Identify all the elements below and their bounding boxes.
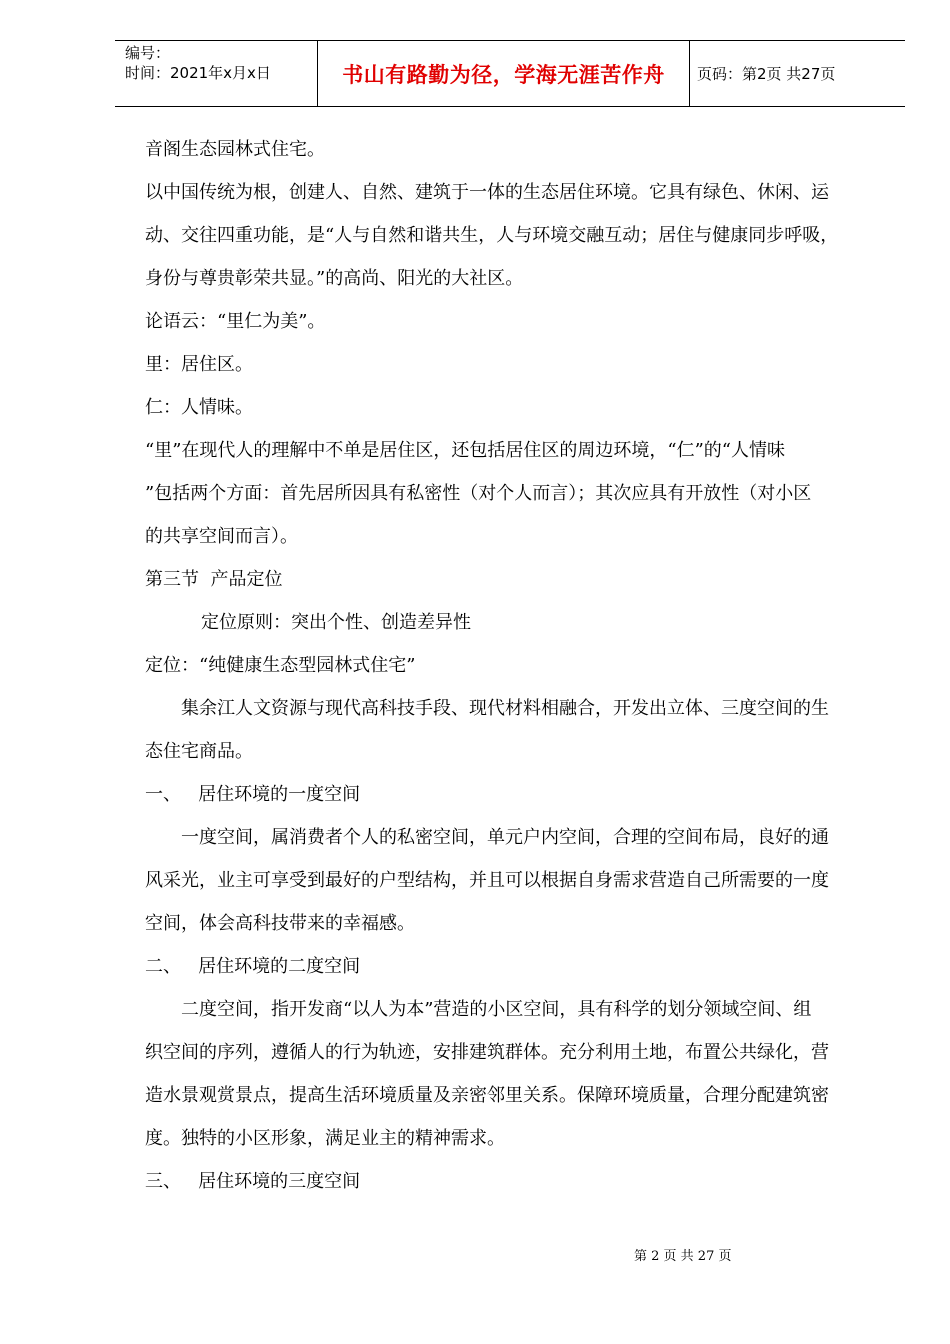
paragraph-line: 集余江人文资源与现代高科技手段、现代材料相融合，开发出立体、三度空间的生: [181, 698, 829, 719]
paragraph-line: 二度空间，指开发商“以人为本”营造的小区空间，具有科学的划分领域空间、组: [181, 999, 812, 1020]
paragraph-line: 论语云：“里仁为美”。: [145, 311, 326, 332]
paragraph-line: 造水景观赏景点，提高生活环境质量及亲密邻里关系。保障环境质量，合理分配建筑密: [145, 1085, 829, 1106]
paragraph-line: “里”在现代人的理解中不单是居住区，还包括居住区的周边环境，“仁”的“人情味: [145, 440, 786, 461]
header-page-info: 页码：第2页 共27页: [697, 65, 836, 83]
subsection-heading: 一、 居住环境的一度空间: [145, 784, 361, 805]
paragraph-line: 里：居住区。: [145, 354, 253, 375]
paragraph-line: 一度空间，属消费者个人的私密空间，单元户内空间，合理的空间布局，良好的通: [181, 827, 829, 848]
section-heading: 第三节 产品定位: [145, 569, 283, 590]
subsection-heading: 二、 居住环境的二度空间: [145, 956, 361, 977]
paragraph-line: 的共享空间而言）。: [145, 526, 298, 547]
paragraph-line: ”包括两个方面：首先居所因具有私密性（对个人而言）；其次应具有开放性（对小区: [145, 483, 812, 504]
header-motto: 书山有路勤为径，学海无涯苦作舟: [317, 41, 690, 106]
paragraph-line: 动、交往四重功能，是“人与自然和谐共生，人与环境交融互动；居住与健康同步呼吸，: [145, 225, 839, 246]
paragraph-line: 仁：人情味。: [145, 397, 253, 418]
paragraph-line: 定位：“纯健康生态型园林式住宅”: [145, 655, 416, 676]
document-number-label: 编号：: [125, 44, 171, 62]
page-footer: 第 2 页 共 27 页: [634, 1249, 732, 1264]
paragraph-line: 以中国传统为根，创建人、自然、建筑于一体的生态居住环境。它具有绿色、休闲、运: [145, 182, 829, 203]
document-time-label: 时间：2021年x月x日: [125, 64, 271, 82]
paragraph-line: 定位原则：突出个性、创造差异性: [201, 612, 471, 633]
document-body: [145, 128, 875, 1203]
subsection-heading: 三、 居住环境的三度空间: [145, 1171, 361, 1192]
paragraph-line: 织空间的序列，遵循人的行为轨迹，安排建筑群体。充分利用土地，布置公共绿化，营: [145, 1042, 829, 1063]
paragraph-line: 度。独特的小区形象，满足业主的精神需求。: [145, 1128, 505, 1149]
paragraph-line: 音阁生态园林式住宅。: [145, 139, 325, 160]
header-meta: [115, 41, 317, 106]
paragraph-line: 风采光，业主可享受到最好的户型结构，并且可以根据自身需求营造自己所需要的一度: [145, 870, 829, 891]
paragraph-line: 空间，体会高科技带来的幸福感。: [145, 913, 415, 934]
paragraph-line: 身份与尊贵彰荣共显。”的高尚、阳光的大社区。: [145, 268, 524, 289]
paragraph-line: 态住宅商品。: [145, 741, 253, 762]
page-header: [115, 40, 905, 107]
